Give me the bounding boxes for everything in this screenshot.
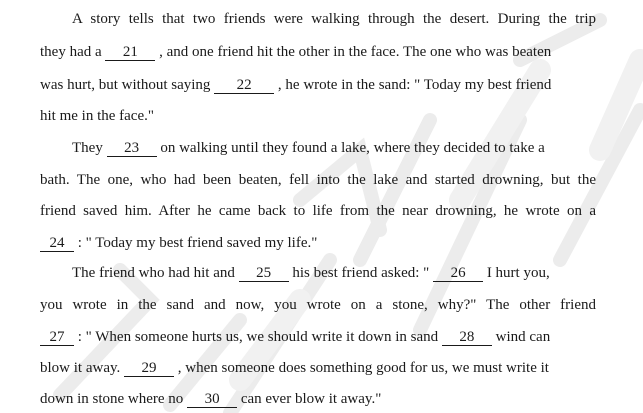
text: down in stone where no [40, 391, 184, 407]
text: can ever blow it away." [240, 391, 382, 407]
text: The friend who had hit and [72, 265, 235, 281]
p1-line-3 [40, 75, 596, 95]
text: : " Today my best friend saved my life." [77, 235, 318, 251]
blank-29[interactable]: 29 [124, 361, 174, 377]
p2-line-4 [40, 233, 596, 253]
p1-line-2 [40, 42, 596, 62]
text: bath. The one, who had been beaten, fell into the lake and started drowning, but the [40, 172, 596, 188]
blank-24[interactable]: 24 [40, 236, 74, 252]
p3-line-1 [72, 263, 596, 283]
p3-line-5 [40, 389, 596, 409]
blank-30[interactable]: 30 [187, 392, 237, 408]
p3-line-3 [40, 327, 596, 347]
p2-line-3 [40, 201, 596, 221]
p2-line-2 [40, 170, 596, 190]
p2-line-1 [72, 138, 596, 158]
p1-line-1 [72, 9, 596, 29]
text: you wrote in the sand and now, you wrote on a stone, why?" The other friend [40, 297, 596, 313]
text: They [72, 140, 103, 156]
blank-28[interactable]: 28 [442, 330, 492, 346]
text: , he wrote in the sand: " Today my best friend [277, 77, 552, 93]
blank-27[interactable]: 27 [40, 330, 74, 346]
text: they had a [40, 44, 102, 60]
text: was hurt, but without saying [40, 77, 211, 93]
text: his best friend asked: " [292, 265, 430, 281]
text: , when someone does something good for us, we must write it [177, 360, 549, 376]
p3-line-2 [40, 295, 596, 315]
text: on walking until they found a lake, where they decided to take a [160, 140, 545, 156]
blank-21[interactable]: 21 [105, 45, 155, 61]
p3-line-4 [40, 358, 596, 378]
text: wind can [495, 329, 551, 345]
blank-26[interactable]: 26 [433, 266, 483, 282]
text: friend saved him. After he came back to life from the near drowning, he wrote on a [40, 203, 596, 219]
text: , and one friend hit the other in the face. The one who was beaten [159, 44, 552, 60]
blank-23[interactable]: 23 [107, 141, 157, 157]
text: hit me in the face." [40, 108, 154, 124]
text: blow it away. [40, 360, 121, 376]
blank-25[interactable]: 25 [239, 266, 289, 282]
blank-22[interactable]: 22 [214, 78, 274, 94]
text: A story tells that two friends were walking through the desert. During the trip [72, 11, 596, 27]
p1-line-4 [40, 106, 596, 126]
text: : " When someone hurts us, we should write it down in sand [77, 329, 439, 345]
text: I hurt you, [486, 265, 550, 281]
